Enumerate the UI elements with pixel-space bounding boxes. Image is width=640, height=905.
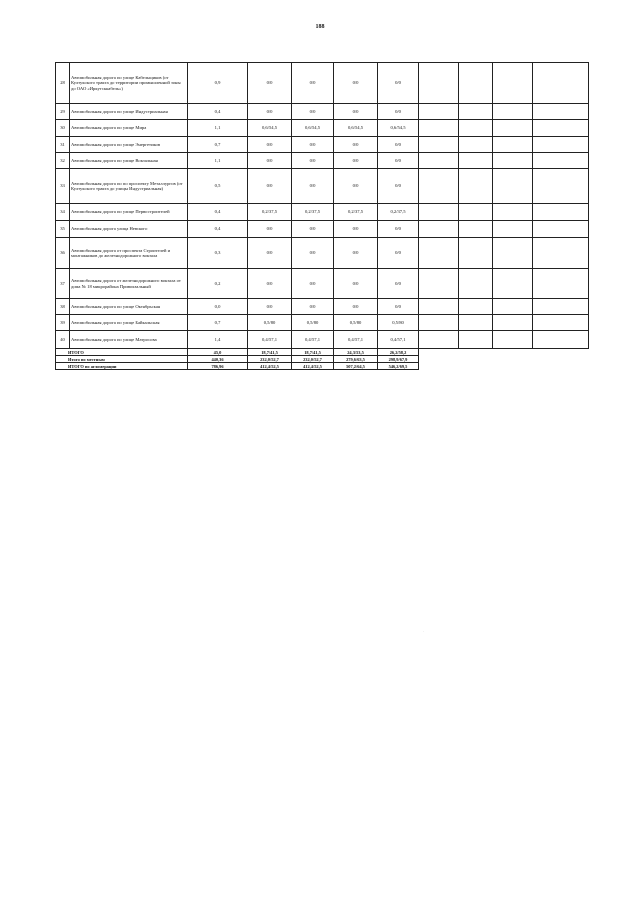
empty-cell — [533, 169, 589, 204]
total-row — [56, 349, 589, 356]
road-length: 0,4 — [188, 104, 248, 120]
road-length: 0,2 — [188, 269, 248, 299]
total-value: 412,4/52,5 — [292, 363, 334, 370]
row-number: 29 — [56, 104, 70, 120]
value-cell: 0,4/57,1 — [378, 331, 419, 349]
total-length: 440,36 — [188, 356, 248, 363]
value-cell: 0/0 — [378, 104, 419, 120]
empty-cell — [533, 238, 589, 269]
value-cell: 0/0 — [378, 63, 419, 104]
value-cell: 0/0 — [378, 137, 419, 153]
table-row — [56, 153, 589, 169]
empty-cell — [419, 169, 459, 204]
value-cell: 0,6/54,5 — [378, 120, 419, 137]
empty-cell — [419, 120, 459, 137]
value-cell: 0/0 — [292, 63, 334, 104]
total-row — [56, 356, 589, 363]
value-cell: 0,6/54,5 — [334, 120, 378, 137]
road-name: Автомобильная дорога по улице Байкальская — [70, 315, 188, 331]
value-cell: 0,5/80 — [334, 315, 378, 331]
empty-cell — [493, 269, 533, 299]
road-name: Автомобильная дорога по улице Октябрьская — [70, 299, 188, 315]
value-cell: 0/0 — [334, 299, 378, 315]
road-length: 0,5 — [188, 169, 248, 204]
empty-cell — [493, 238, 533, 269]
road-name: Автомобильная дорога по улице Кабельщиков (от Култукского тракта до территории промышленной зоны до ОАО «Иркутсккабель») — [70, 63, 188, 104]
table-row — [56, 204, 589, 221]
table-row — [56, 331, 589, 349]
empty-cell — [459, 104, 493, 120]
road-length: 0,3 — [188, 238, 248, 269]
scan-mark: · — [423, 630, 424, 634]
value-cell: 0/0 — [378, 238, 419, 269]
value-cell: 0/0 — [292, 299, 334, 315]
road-name: Автомобильная дорога по улице Индустриальная — [70, 104, 188, 120]
value-cell: 0/0 — [334, 63, 378, 104]
table-row — [56, 269, 589, 299]
total-value: 18,7/41,5 — [292, 349, 334, 356]
empty-cell — [533, 331, 589, 349]
value-cell: 0/0 — [292, 137, 334, 153]
empty-cell — [419, 238, 459, 269]
value-cell: 0/0 — [378, 221, 419, 238]
empty-cell — [419, 299, 459, 315]
value-cell: 0/0 — [292, 238, 334, 269]
road-name: Автомобильная дорога по улице Первостроителей — [70, 204, 188, 221]
empty-cell — [459, 299, 493, 315]
empty-cell — [493, 153, 533, 169]
value-cell: 0/0 — [292, 153, 334, 169]
total-label: ИТОГО — [56, 349, 188, 356]
row-number: 31 — [56, 137, 70, 153]
value-cell: 0/0 — [334, 238, 378, 269]
empty-cell — [459, 169, 493, 204]
value-cell: 0/0 — [248, 63, 292, 104]
total-value: 232,0/52,7 — [248, 356, 292, 363]
value-cell: 0/0 — [248, 299, 292, 315]
road-name: Автомобильная дорога от железнодорожного вокзала от дома № 18 микрорайона Привокзальный — [70, 269, 188, 299]
value-cell: 0,2/37,5 — [292, 204, 334, 221]
row-number: 35 — [56, 221, 70, 238]
row-number: 33 — [56, 169, 70, 204]
row-number: 37 — [56, 269, 70, 299]
empty-cell — [493, 221, 533, 238]
value-cell: 0/0 — [248, 269, 292, 299]
empty-cell — [533, 299, 589, 315]
empty-cell — [419, 331, 459, 349]
empty-cell — [533, 63, 589, 104]
value-cell: 0/0 — [248, 221, 292, 238]
empty-cell — [459, 315, 493, 331]
total-value: 232,0/52,7 — [292, 356, 334, 363]
empty-cell — [493, 204, 533, 221]
total-value: 18,7/41,5 — [248, 349, 292, 356]
empty-cell — [493, 137, 533, 153]
empty-cell — [459, 63, 493, 104]
empty-cell — [419, 153, 459, 169]
total-row — [56, 363, 589, 370]
value-cell: 0/0 — [378, 153, 419, 169]
table-row — [56, 169, 589, 204]
empty-cell — [419, 137, 459, 153]
value-cell: 0/0 — [334, 169, 378, 204]
empty-cell — [533, 315, 589, 331]
road-name: Автомобильная дорога от проспекта Строителей и монтажников до железнодорожного вокзала — [70, 238, 188, 269]
table-row — [56, 137, 589, 153]
total-value: 279,6/63,5 — [334, 356, 378, 363]
empty-cell — [533, 204, 589, 221]
road-length: 1,1 — [188, 120, 248, 137]
road-name: Автомобильная дорога по улице Вокзальная — [70, 153, 188, 169]
empty-cell — [459, 137, 493, 153]
road-length: 1,1 — [188, 153, 248, 169]
road-name: Автомобильная дорога улица Невского — [70, 221, 188, 238]
value-cell: 0,5/80 — [292, 315, 334, 331]
road-length: 0,0 — [188, 299, 248, 315]
empty-cell — [493, 299, 533, 315]
row-number: 36 — [56, 238, 70, 269]
value-cell: 0/0 — [248, 169, 292, 204]
empty-cell — [459, 153, 493, 169]
empty-cell — [459, 204, 493, 221]
road-length: 0,4 — [188, 204, 248, 221]
empty-cell — [419, 63, 459, 104]
road-length: 0,4 — [188, 221, 248, 238]
empty-cell — [419, 221, 459, 238]
value-cell: 0,2/37,5 — [378, 204, 419, 221]
row-number: 28 — [56, 63, 70, 104]
road-name: Автомобильная дорога по улице Мира — [70, 120, 188, 137]
road-name: Автомобильная дорога по улице Матросова — [70, 331, 188, 349]
empty-cell — [533, 269, 589, 299]
empty-cell — [493, 315, 533, 331]
value-cell: 0/0 — [248, 137, 292, 153]
value-cell: 0,6/54,5 — [248, 120, 292, 137]
empty-cell — [419, 315, 459, 331]
table-row — [56, 315, 589, 331]
value-cell: 0/0 — [292, 169, 334, 204]
value-cell: 0/0 — [378, 299, 419, 315]
value-cell: 0/0 — [248, 153, 292, 169]
empty-cell — [533, 104, 589, 120]
row-number: 39 — [56, 315, 70, 331]
value-cell: 0,6/54,5 — [292, 120, 334, 137]
empty-cell — [459, 269, 493, 299]
row-number: 32 — [56, 153, 70, 169]
value-cell: 0/0 — [292, 269, 334, 299]
empty-cell — [419, 269, 459, 299]
value-cell: 0,4/57,1 — [334, 331, 378, 349]
value-cell: 0/0 — [334, 153, 378, 169]
value-cell: 0,4/57,1 — [248, 331, 292, 349]
table-row — [56, 104, 589, 120]
roads-table — [55, 62, 589, 370]
table-row — [56, 221, 589, 238]
total-value: 298,9/67,9 — [378, 356, 419, 363]
value-cell: 0,5/80 — [248, 315, 292, 331]
table-row — [56, 120, 589, 137]
empty-cell — [533, 120, 589, 137]
value-cell: 0,5/80 — [378, 315, 419, 331]
empty-cell — [493, 120, 533, 137]
road-length: 0,7 — [188, 315, 248, 331]
road-length: 0,9 — [188, 63, 248, 104]
total-label: Итого по местным — [56, 356, 188, 363]
empty-cell — [533, 221, 589, 238]
road-name: Автомобильная дорога по по проспекту Металлургов (от Култукского тракта до улицы Индустриальная) — [70, 169, 188, 204]
road-length: 0,7 — [188, 137, 248, 153]
empty-cell — [533, 153, 589, 169]
value-cell: 0/0 — [334, 104, 378, 120]
total-value: 412,4/52,5 — [248, 363, 292, 370]
empty-cell — [459, 120, 493, 137]
total-length: 45,0 — [188, 349, 248, 356]
empty-cell — [419, 204, 459, 221]
empty-cell — [493, 169, 533, 204]
value-cell: 0/0 — [334, 221, 378, 238]
road-length: 1,4 — [188, 331, 248, 349]
value-cell: 0/0 — [378, 169, 419, 204]
row-number: 30 — [56, 120, 70, 137]
empty-cell — [459, 238, 493, 269]
value-cell: 0/0 — [334, 269, 378, 299]
empty-cell — [493, 104, 533, 120]
table-row — [56, 63, 589, 104]
value-cell: 0,4/57,1 — [292, 331, 334, 349]
empty-cell — [493, 63, 533, 104]
value-cell: 0/0 — [292, 104, 334, 120]
value-cell: 0,2/37,5 — [248, 204, 292, 221]
value-cell: 0/0 — [292, 221, 334, 238]
row-number: 34 — [56, 204, 70, 221]
row-number: 40 — [56, 331, 70, 349]
value-cell: 0/0 — [378, 269, 419, 299]
empty-cell — [493, 331, 533, 349]
value-cell: 0/0 — [248, 104, 292, 120]
value-cell: 0/0 — [248, 238, 292, 269]
total-length: 786,96 — [188, 363, 248, 370]
empty-cell — [533, 137, 589, 153]
empty-cell — [459, 331, 493, 349]
empty-cell — [459, 221, 493, 238]
value-cell: 0,2/37,5 — [334, 204, 378, 221]
total-value: 507,2/64,5 — [334, 363, 378, 370]
total-value: 24,3/53,5 — [334, 349, 378, 356]
value-cell: 0/0 — [334, 137, 378, 153]
row-number: 38 — [56, 299, 70, 315]
table-row — [56, 238, 589, 269]
total-label: ИТОГО по агломерации — [56, 363, 188, 370]
empty-cell — [419, 104, 459, 120]
page-number: 188 — [315, 24, 325, 30]
total-value: 546,2/69,5 — [378, 363, 419, 370]
total-value: 26,2/58,2 — [378, 349, 419, 356]
table-row — [56, 299, 589, 315]
road-name: Автомобильная дорога по улице Энергетиков — [70, 137, 188, 153]
